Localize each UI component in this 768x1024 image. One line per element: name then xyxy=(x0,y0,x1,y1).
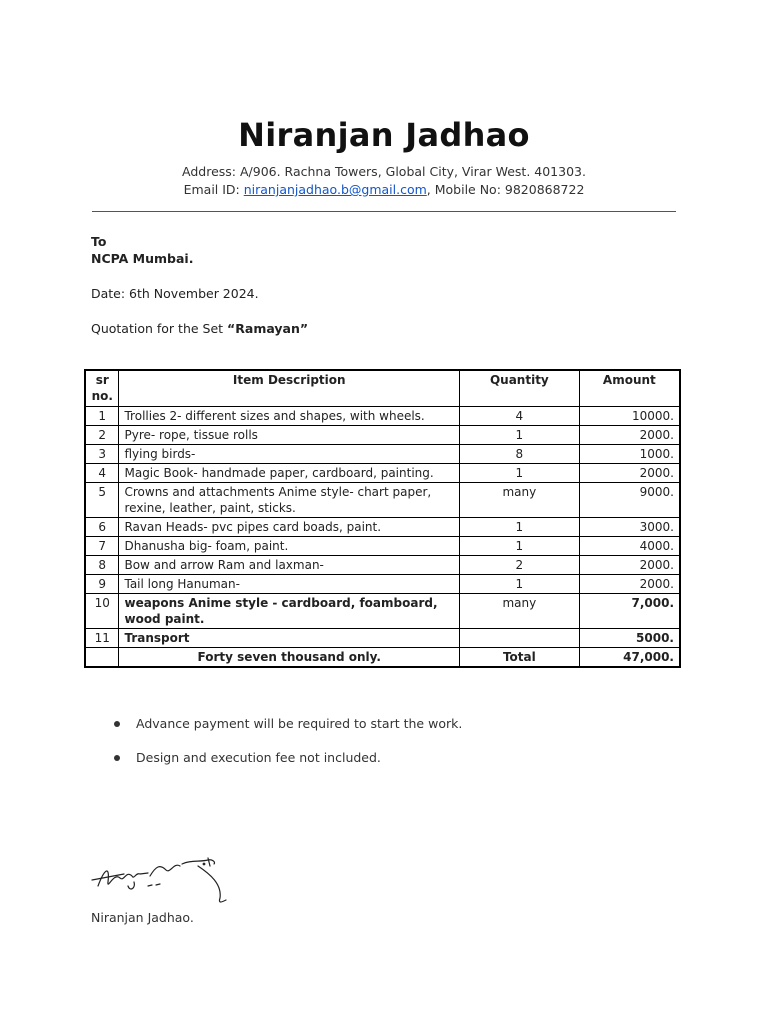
quantity-cell: 1 xyxy=(460,518,580,537)
recipient-name: NCPA Mumbai. xyxy=(91,251,194,266)
quantity-cell: many xyxy=(460,594,580,629)
mobile-number: , Mobile No: 9820868722 xyxy=(426,182,585,197)
sender-address: Address: A/906. Rachna Towers, Global City, Virar West. 401303. xyxy=(182,164,586,179)
sr-cell: 7 xyxy=(85,537,119,556)
table-row xyxy=(85,518,680,537)
description-cell: Tail long Hanuman- xyxy=(119,575,460,594)
note-item: Design and execution fee not included. xyxy=(112,750,462,765)
signer-name: Niranjan Jadhao. xyxy=(91,910,194,925)
note-item: Advance payment will be required to start the work. xyxy=(112,716,462,731)
table-row xyxy=(85,556,680,575)
header-amount: Amount xyxy=(579,370,680,407)
notes-list xyxy=(112,716,462,784)
table-row xyxy=(85,445,680,464)
sender-name: Niranjan Jadhao xyxy=(238,116,530,154)
set-name: “Ramayan” xyxy=(227,321,309,336)
quantity-cell: 1 xyxy=(460,464,580,483)
table-row xyxy=(85,575,680,594)
header-sr-no xyxy=(85,370,119,407)
total-row xyxy=(85,648,680,668)
quotation-prefix: Quotation for the Set xyxy=(91,321,228,336)
total-in-words: Forty seven thousand only. xyxy=(119,648,460,668)
quantity-cell xyxy=(460,629,580,648)
amount-cell: 10000. xyxy=(579,407,680,426)
sr-cell: 4 xyxy=(85,464,119,483)
table-row xyxy=(85,464,680,483)
quantity-cell: 4 xyxy=(460,407,580,426)
quotation-date: Date: 6th November 2024. xyxy=(91,286,259,301)
amount-cell: 2000. xyxy=(579,464,680,483)
handwritten-signature xyxy=(90,852,230,907)
table-row xyxy=(85,629,680,648)
quantity-cell: 1 xyxy=(460,575,580,594)
quantity-cell: 2 xyxy=(460,556,580,575)
total-amount: 47,000. xyxy=(579,648,680,668)
sr-cell: 3 xyxy=(85,445,119,464)
quantity-cell: many xyxy=(460,483,580,518)
amount-cell: 5000. xyxy=(579,629,680,648)
quantity-cell: 1 xyxy=(460,537,580,556)
description-cell: Trollies 2- different sizes and shapes, with wheels. xyxy=(119,407,460,426)
items-table xyxy=(84,369,681,668)
header-sr-line2: no. xyxy=(91,389,113,403)
sr-cell: 6 xyxy=(85,518,119,537)
table-row xyxy=(85,407,680,426)
table-row xyxy=(85,483,680,518)
amount-cell: 4000. xyxy=(579,537,680,556)
sr-cell: 10 xyxy=(85,594,119,629)
amount-cell: 3000. xyxy=(579,518,680,537)
sr-cell: 9 xyxy=(85,575,119,594)
table-row xyxy=(85,537,680,556)
table-row xyxy=(85,426,680,445)
sr-cell: 2 xyxy=(85,426,119,445)
header-quantity: Quantity xyxy=(460,370,580,407)
total-label: Total xyxy=(460,648,580,668)
email-link[interactable]: niranjanjadhao.b@gmail.com xyxy=(243,182,427,197)
amount-cell: 2000. xyxy=(579,575,680,594)
amount-cell: 1000. xyxy=(579,445,680,464)
header-divider xyxy=(92,211,676,212)
quantity-cell: 1 xyxy=(460,426,580,445)
recipient-to-label: To xyxy=(91,234,107,249)
amount-cell: 7,000. xyxy=(579,594,680,629)
sender-contact xyxy=(0,182,768,197)
header-description: Item Description xyxy=(119,370,460,407)
sr-cell: 8 xyxy=(85,556,119,575)
sr-cell: 5 xyxy=(85,483,119,518)
sr-cell: 1 xyxy=(85,407,119,426)
description-cell: Crowns and attachments Anime style- chart paper, rexine, leather, paint, sticks. xyxy=(119,483,460,518)
description-cell: Ravan Heads- pvc pipes card boads, paint. xyxy=(119,518,460,537)
table-row xyxy=(85,594,680,629)
description-cell: Bow and arrow Ram and laxman- xyxy=(119,556,460,575)
description-cell: weapons Anime style - cardboard, foamboard, wood paint. xyxy=(119,594,460,629)
amount-cell: 2000. xyxy=(579,556,680,575)
quantity-cell: 8 xyxy=(460,445,580,464)
email-label: Email ID: xyxy=(183,182,244,197)
sr-cell: 11 xyxy=(85,629,119,648)
description-cell: Magic Book- handmade paper, cardboard, painting. xyxy=(119,464,460,483)
description-cell: Dhanusha big- foam, paint. xyxy=(119,537,460,556)
table-header-row xyxy=(85,370,680,407)
amount-cell: 9000. xyxy=(579,483,680,518)
description-cell: Pyre- rope, tissue rolls xyxy=(119,426,460,445)
description-cell: Transport xyxy=(119,629,460,648)
header-sr-line1: sr xyxy=(95,373,109,387)
quotation-title xyxy=(91,321,308,336)
amount-cell: 2000. xyxy=(579,426,680,445)
total-empty-cell xyxy=(85,648,119,668)
description-cell: flying birds- xyxy=(119,445,460,464)
